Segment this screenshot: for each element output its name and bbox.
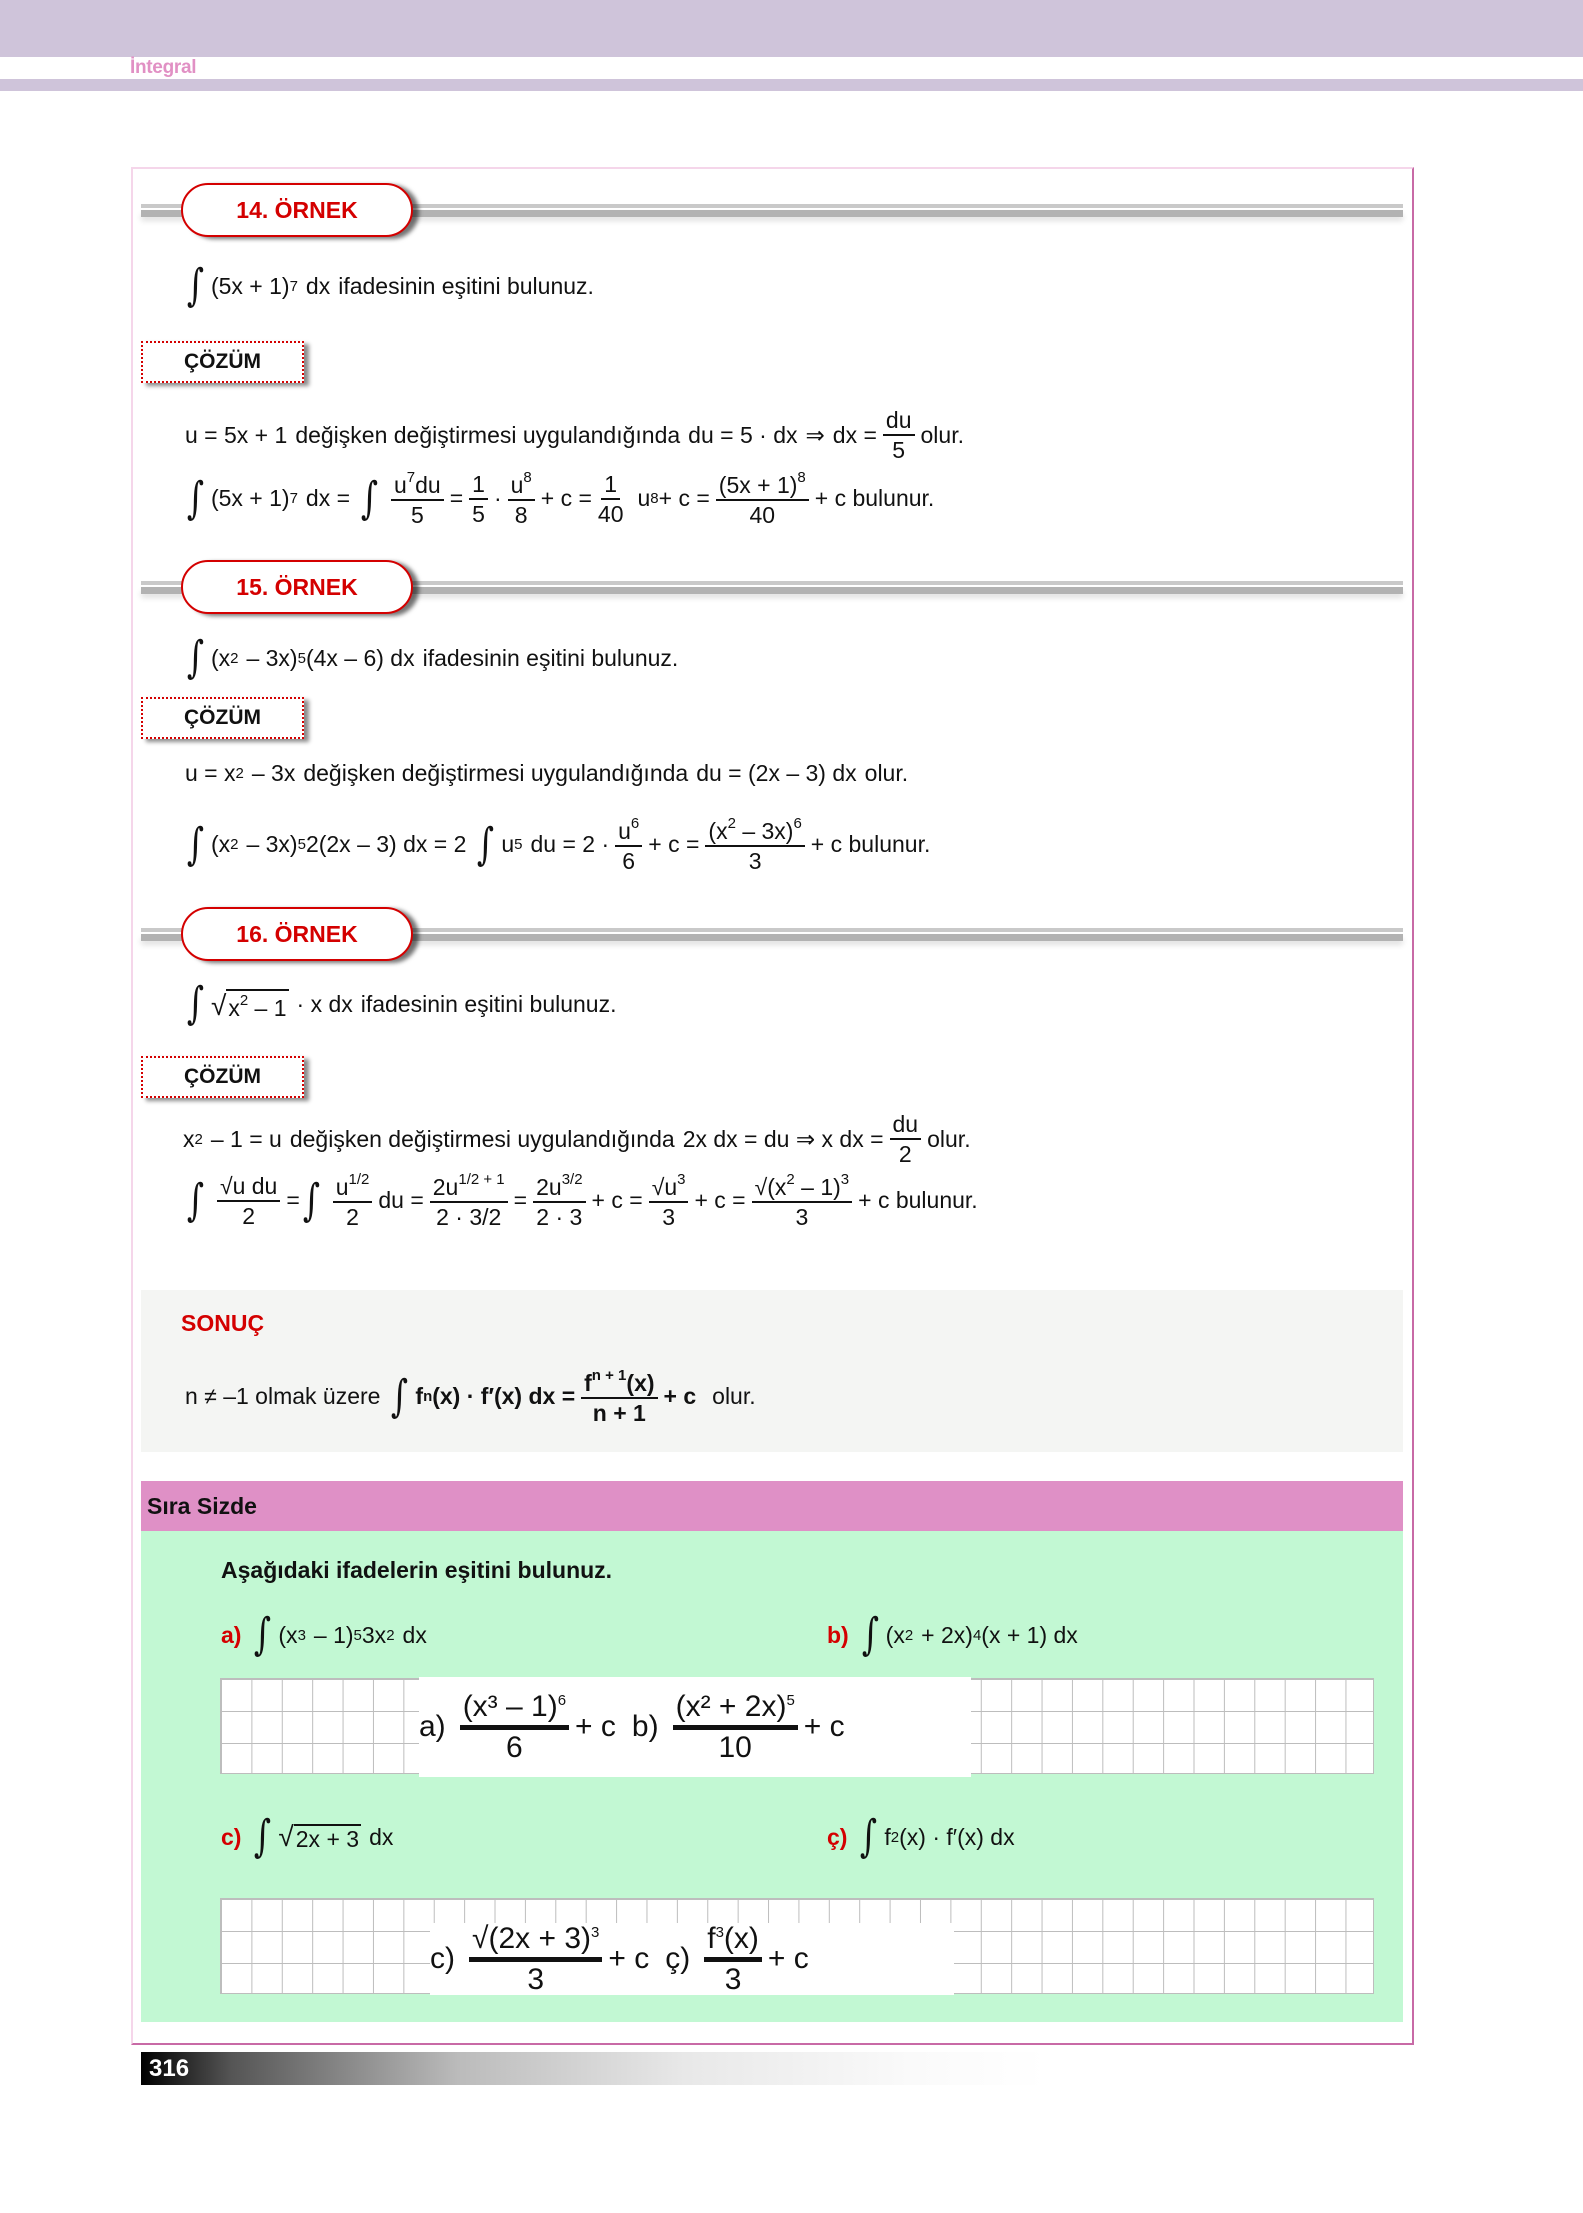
answer-row-1: [419, 1677, 971, 1777]
fraction: [752, 1172, 853, 1229]
expr: – 3x: [251, 760, 296, 786]
fraction: [883, 408, 915, 462]
exponent: 6: [557, 1692, 567, 1709]
expr: u du: [232, 1172, 278, 1199]
exponent: 8: [797, 469, 806, 486]
exponent: n + 1: [591, 1367, 627, 1384]
question-text: ifadesinin eşitini bulunuz.: [338, 272, 594, 299]
expr: u: [335, 1174, 349, 1200]
expr: u: [618, 818, 631, 844]
step-text: olur.: [864, 760, 909, 786]
expr: + c: [803, 1710, 845, 1743]
step-text: değişken değiştirmesi uygulandığında: [303, 760, 689, 786]
expr: u: [393, 472, 407, 498]
exponent: 2: [235, 765, 244, 782]
denominator: 10: [718, 1730, 752, 1764]
fraction: [704, 1923, 762, 1995]
exponent: 5: [297, 649, 306, 667]
expr: dx =: [305, 485, 351, 512]
expr: (x): [723, 1922, 759, 1955]
example-title: 16. ÖRNEK: [181, 907, 413, 961]
exponent: 8: [650, 490, 659, 508]
step-text: + c bulunur.: [810, 831, 931, 858]
radical-icon: √: [210, 989, 227, 1021]
step-text: + c bulunur.: [814, 485, 935, 512]
expr: f: [707, 1922, 716, 1955]
radicand: [226, 989, 288, 1020]
numerator: [533, 1172, 585, 1203]
example-16-step-2: [184, 1172, 978, 1229]
expr: + c =: [658, 485, 710, 512]
integral-sign: ∫: [186, 1174, 205, 1226]
expr: (x: [278, 1621, 298, 1648]
solution-label: ÇÖZÜM: [141, 341, 304, 383]
integral-sign: ∫: [254, 1609, 272, 1660]
answer-label: a): [419, 1710, 446, 1743]
denominator: 3: [748, 848, 762, 875]
expr: – 3x): [246, 644, 298, 671]
example-15-header: [141, 557, 1403, 617]
practice-body: [141, 1531, 1403, 2022]
radicand: 2x + 3: [295, 1826, 360, 1852]
practice-item-a: [221, 1609, 427, 1660]
result-title: SONUÇ: [181, 1310, 265, 1336]
integral-sign: ∫: [186, 632, 205, 683]
fraction: [469, 472, 488, 526]
expr: x: [228, 994, 240, 1021]
radical-icon: √: [472, 1922, 489, 1955]
fraction: [217, 1174, 280, 1228]
exponent: 1/2: [348, 1171, 370, 1188]
numerator: [333, 1172, 373, 1203]
expr: du =: [378, 1187, 424, 1214]
expr: (x + 1) dx: [981, 1621, 1078, 1648]
expr: + c =: [648, 831, 700, 858]
practice-prompt: Aşağıdaki ifadelerin eşitini bulunuz.: [221, 1557, 613, 1583]
expr: (x: [767, 1174, 787, 1200]
step-text: değişken değiştirmesi uygulandığında: [289, 1125, 675, 1152]
expr: (5x + 1): [210, 485, 290, 512]
condition-text: n ≠ –1 olmak üzere: [185, 1383, 381, 1410]
radical-icon: √: [219, 1172, 233, 1199]
fraction: [890, 1112, 922, 1166]
fraction: [673, 1691, 798, 1763]
numerator: [581, 1368, 657, 1399]
practice-item-c: [221, 1811, 394, 1862]
item-label: b): [827, 1621, 849, 1648]
exponent: 3: [715, 1924, 724, 1941]
exponent: 2: [727, 815, 736, 832]
integral-sign: ∫: [477, 818, 495, 870]
exponent: 2: [230, 649, 239, 667]
chapter-title: İntegral: [130, 57, 197, 78]
fraction: [705, 816, 804, 873]
expr: =: [286, 1187, 300, 1214]
expr: 2u: [536, 1174, 562, 1200]
numerator: [705, 816, 804, 847]
expr: – 1: [254, 994, 287, 1021]
exponent: 4: [972, 1626, 982, 1644]
solution-label: ÇÖZÜM: [141, 697, 304, 739]
item-label: c): [221, 1823, 242, 1850]
solution-label: ÇÖZÜM: [141, 1056, 304, 1098]
expr: (2x + 3): [488, 1922, 592, 1955]
integral-sign: ∫: [860, 1811, 878, 1862]
expr: dx: [402, 1621, 427, 1648]
expr: – 1): [313, 1621, 354, 1648]
numerator: [469, 1923, 602, 1962]
example-title: 14. ÖRNEK: [181, 183, 413, 237]
numerator: 1: [469, 472, 488, 500]
example-15-step-2: [184, 816, 930, 873]
exponent: n: [423, 1388, 433, 1406]
exponent: 2: [230, 836, 239, 854]
page-number: 316: [141, 2052, 1047, 2085]
denominator: 3: [662, 1204, 675, 1231]
implies-icon: ⇒: [805, 421, 825, 448]
step-text: değişken değiştirmesi uygulandığında: [295, 421, 681, 448]
denominator: 2: [346, 1204, 359, 1231]
numerator: [391, 470, 444, 501]
fraction: [391, 470, 444, 527]
expr: du = 5 · dx: [688, 421, 798, 448]
denominator: 40: [749, 502, 776, 529]
numerator: 1: [601, 472, 620, 500]
expr: dx: [369, 1823, 394, 1850]
fraction: [615, 816, 642, 873]
exponent: 2: [786, 1171, 795, 1188]
step-text: olur.: [712, 1383, 756, 1410]
expr: – 3x): [742, 818, 794, 844]
answer-label: c): [430, 1942, 455, 1975]
sub-band: [0, 79, 1583, 91]
denominator: 5: [410, 502, 424, 529]
fraction: [649, 1172, 689, 1229]
exponent: 6: [630, 815, 640, 832]
expr: + c: [575, 1710, 616, 1743]
integral-sign: ∫: [360, 472, 379, 524]
practice-header: Sıra Sizde: [141, 1481, 1403, 1531]
expr: (5x + 1): [718, 472, 798, 498]
exponent: 7: [289, 277, 298, 295]
numerator: du: [883, 408, 915, 436]
exponent: 7: [289, 490, 298, 508]
numerator: [217, 1174, 280, 1202]
exponent: 8: [523, 469, 532, 486]
denominator: 5: [472, 500, 485, 527]
expr: (x: [210, 644, 231, 671]
expr: u = 5x + 1: [185, 421, 288, 448]
question-text: ifadesinin eşitini bulunuz.: [360, 990, 617, 1017]
exponent: 3: [677, 1171, 686, 1188]
integral-sign: ∫: [186, 260, 205, 311]
expr: + c: [663, 1383, 697, 1410]
exponent: 2: [386, 1626, 395, 1644]
denominator: 3: [527, 1962, 545, 1996]
fraction: [508, 470, 535, 527]
fraction: [469, 1923, 602, 1995]
expr: du = 2 ·: [530, 831, 610, 858]
expr: ·: [493, 485, 502, 512]
square-root: [211, 989, 289, 1020]
expr: u: [501, 831, 515, 858]
numerator: [752, 1172, 853, 1203]
numerator: du: [890, 1112, 922, 1140]
exponent: 2: [239, 991, 249, 1009]
expr: x: [183, 1125, 195, 1152]
numerator: [508, 470, 535, 501]
exponent: 3/2: [561, 1171, 583, 1188]
result-formula: [185, 1368, 756, 1425]
expr: – 1 = u: [210, 1125, 282, 1152]
integral-sign: ∫: [302, 1174, 320, 1226]
fraction: [333, 1172, 373, 1229]
expr: du: [415, 472, 441, 498]
expr: + c: [767, 1942, 809, 1975]
item-label: ç): [827, 1823, 848, 1850]
expr: (x² + 2x): [675, 1690, 787, 1723]
denominator: n + 1: [592, 1400, 646, 1427]
radical-icon: √: [278, 1821, 294, 1852]
answer-label: b): [631, 1710, 659, 1743]
integral-sign: ∫: [186, 978, 205, 1029]
expr: (4x – 6) dx: [305, 644, 415, 671]
denominator: 3: [795, 1204, 809, 1231]
fraction: [533, 1172, 585, 1229]
exponent: 6: [793, 815, 802, 832]
expr: (x): [626, 1370, 655, 1396]
expr: (x: [885, 1621, 905, 1648]
expr: u: [637, 485, 651, 512]
example-15-question: [184, 632, 679, 683]
numerator: [430, 1172, 508, 1203]
example-16-question: [184, 978, 617, 1029]
numerator: [704, 1923, 762, 1962]
expr: + c =: [694, 1187, 746, 1214]
numerator: [460, 1691, 569, 1730]
expr: 2x dx = du ⇒ x dx =: [682, 1125, 884, 1152]
exponent: 2: [904, 1626, 914, 1644]
exponent: 2: [194, 1130, 203, 1148]
expr: 3x: [361, 1621, 387, 1648]
expr: + 2x): [921, 1621, 973, 1648]
answer-row-2: [430, 1923, 954, 1995]
exponent: 5: [786, 1692, 795, 1709]
numerator: [673, 1691, 798, 1730]
example-title: 15. ÖRNEK: [181, 560, 413, 614]
expr: 2u: [432, 1174, 459, 1200]
expr: (5x + 1): [210, 272, 290, 299]
denominator: 5: [892, 437, 906, 464]
expr: + c =: [540, 485, 592, 512]
expr: 2(2x – 3) dx = 2: [305, 831, 467, 858]
expr: (x³ – 1): [462, 1690, 558, 1723]
denominator: 2 · 3/2: [436, 1204, 502, 1231]
answer-label: ç): [665, 1942, 691, 1975]
expr: u = x: [185, 760, 236, 786]
expr: =: [513, 1187, 528, 1214]
exponent: 7: [406, 469, 416, 486]
integral-sign: ∫: [186, 472, 205, 524]
exponent: 1/2 + 1: [458, 1171, 505, 1188]
step-text: olur.: [920, 421, 964, 448]
example-16-header: [141, 904, 1403, 964]
expr: – 3x): [246, 831, 298, 858]
fraction: [581, 1368, 657, 1425]
exponent: 5: [514, 836, 523, 854]
denominator: 3: [724, 1962, 742, 1996]
numerator: [649, 1172, 689, 1203]
expr: =: [449, 485, 464, 512]
expr: u: [510, 472, 524, 498]
square-root: [278, 1823, 361, 1851]
expr: u: [664, 1174, 678, 1200]
example-14-step-1: [185, 408, 964, 462]
item-label: a): [221, 1621, 242, 1648]
denominator: 2 · 3: [536, 1204, 583, 1231]
radical-icon: √: [651, 1174, 665, 1200]
radical-icon: √: [754, 1174, 768, 1200]
exponent: 5: [297, 836, 306, 854]
example-14-header: [141, 180, 1403, 240]
example-16-step-1: [183, 1112, 971, 1166]
integral-sign: ∫: [254, 1811, 272, 1862]
denominator: 6: [506, 1730, 523, 1764]
exponent: 2: [890, 1828, 900, 1846]
expr: dx: [305, 272, 331, 299]
expr: f: [584, 1370, 592, 1396]
expr: – 1): [801, 1174, 841, 1200]
exponent: 3: [297, 1626, 306, 1644]
step-text: + c bulunur.: [858, 1187, 978, 1214]
expr: (x) · f′(x) dx: [899, 1823, 1015, 1850]
denominator: 2: [898, 1141, 912, 1168]
step-text: olur.: [927, 1125, 971, 1152]
practice-item-b: [827, 1609, 1078, 1660]
expr: du = (2x – 3) dx: [696, 760, 857, 786]
fraction: [598, 472, 624, 526]
expr: (x) · f′(x) dx =: [432, 1383, 576, 1410]
result-panel: [141, 1290, 1403, 1452]
expr: + c: [608, 1942, 650, 1975]
question-text: ifadesinin eşitini bulunuz.: [422, 644, 679, 671]
practice-item-c-cedilla: [827, 1811, 1015, 1862]
example-14-question: [184, 260, 594, 311]
fraction: [430, 1172, 508, 1229]
fraction: [716, 470, 809, 527]
integral-sign: ∫: [861, 1609, 879, 1660]
expr: (x: [708, 818, 728, 844]
integral-sign: ∫: [186, 818, 205, 870]
expr: (x: [210, 831, 231, 858]
expr: f: [884, 1823, 891, 1850]
integral-sign: ∫: [391, 1370, 409, 1422]
exponent: 3: [591, 1924, 600, 1941]
denominator: 2: [242, 1202, 256, 1229]
denominator: 6: [622, 848, 636, 875]
denominator: 40: [597, 500, 624, 527]
expr: + c =: [591, 1187, 643, 1214]
expr: dx =: [832, 421, 877, 448]
top-band: [0, 0, 1583, 57]
numerator: [716, 470, 809, 501]
exponent: 5: [353, 1626, 362, 1644]
example-14-step-2: [184, 470, 934, 527]
exponent: 3: [840, 1171, 850, 1188]
numerator: [615, 816, 642, 847]
fraction: [460, 1691, 569, 1763]
denominator: 8: [514, 502, 528, 529]
expr: · x dx: [296, 990, 353, 1017]
expr: f: [415, 1383, 424, 1410]
example-15-step-1: [185, 762, 908, 785]
